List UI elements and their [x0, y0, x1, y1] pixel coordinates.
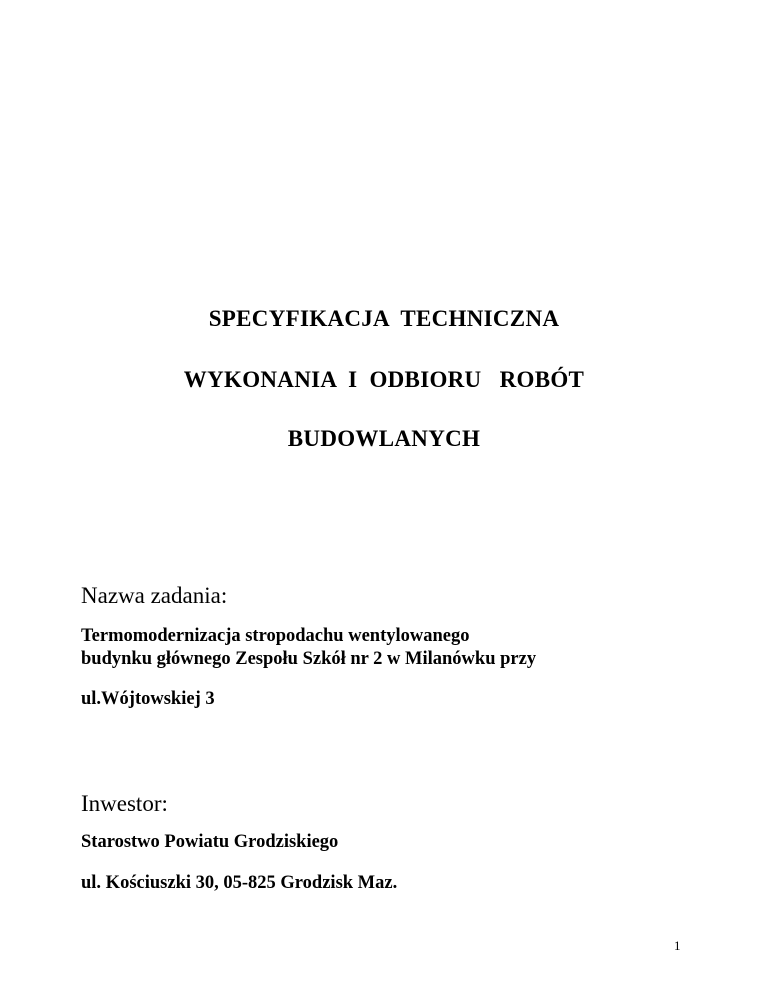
task-name-line-3: ul.Wójtowskiej 3 [81, 689, 215, 709]
title-line-2: WYKONANIA I ODBIORU ROBÓT [183, 367, 585, 392]
title-line-1: SPECYFIKACJA TECHNICZNA [208, 306, 560, 331]
page-number: 1 [674, 938, 681, 953]
title-line-3: BUDOWLANYCH [287, 426, 481, 451]
task-name-line-2: budynku głównego Zespołu Szkół nr 2 w Milanówku przy [81, 649, 537, 669]
investor-address: ul. Kościuszki 30, 05-825 Grodzisk Maz. [81, 873, 398, 893]
task-name-line-1: Termomodernizacja stropodachu wentylowanego [81, 626, 470, 646]
investor-label: Inwestor: [81, 791, 168, 816]
task-label: Nazwa zadania: [81, 583, 228, 608]
investor-name: Starostwo Powiatu Grodziskiego [81, 832, 339, 852]
